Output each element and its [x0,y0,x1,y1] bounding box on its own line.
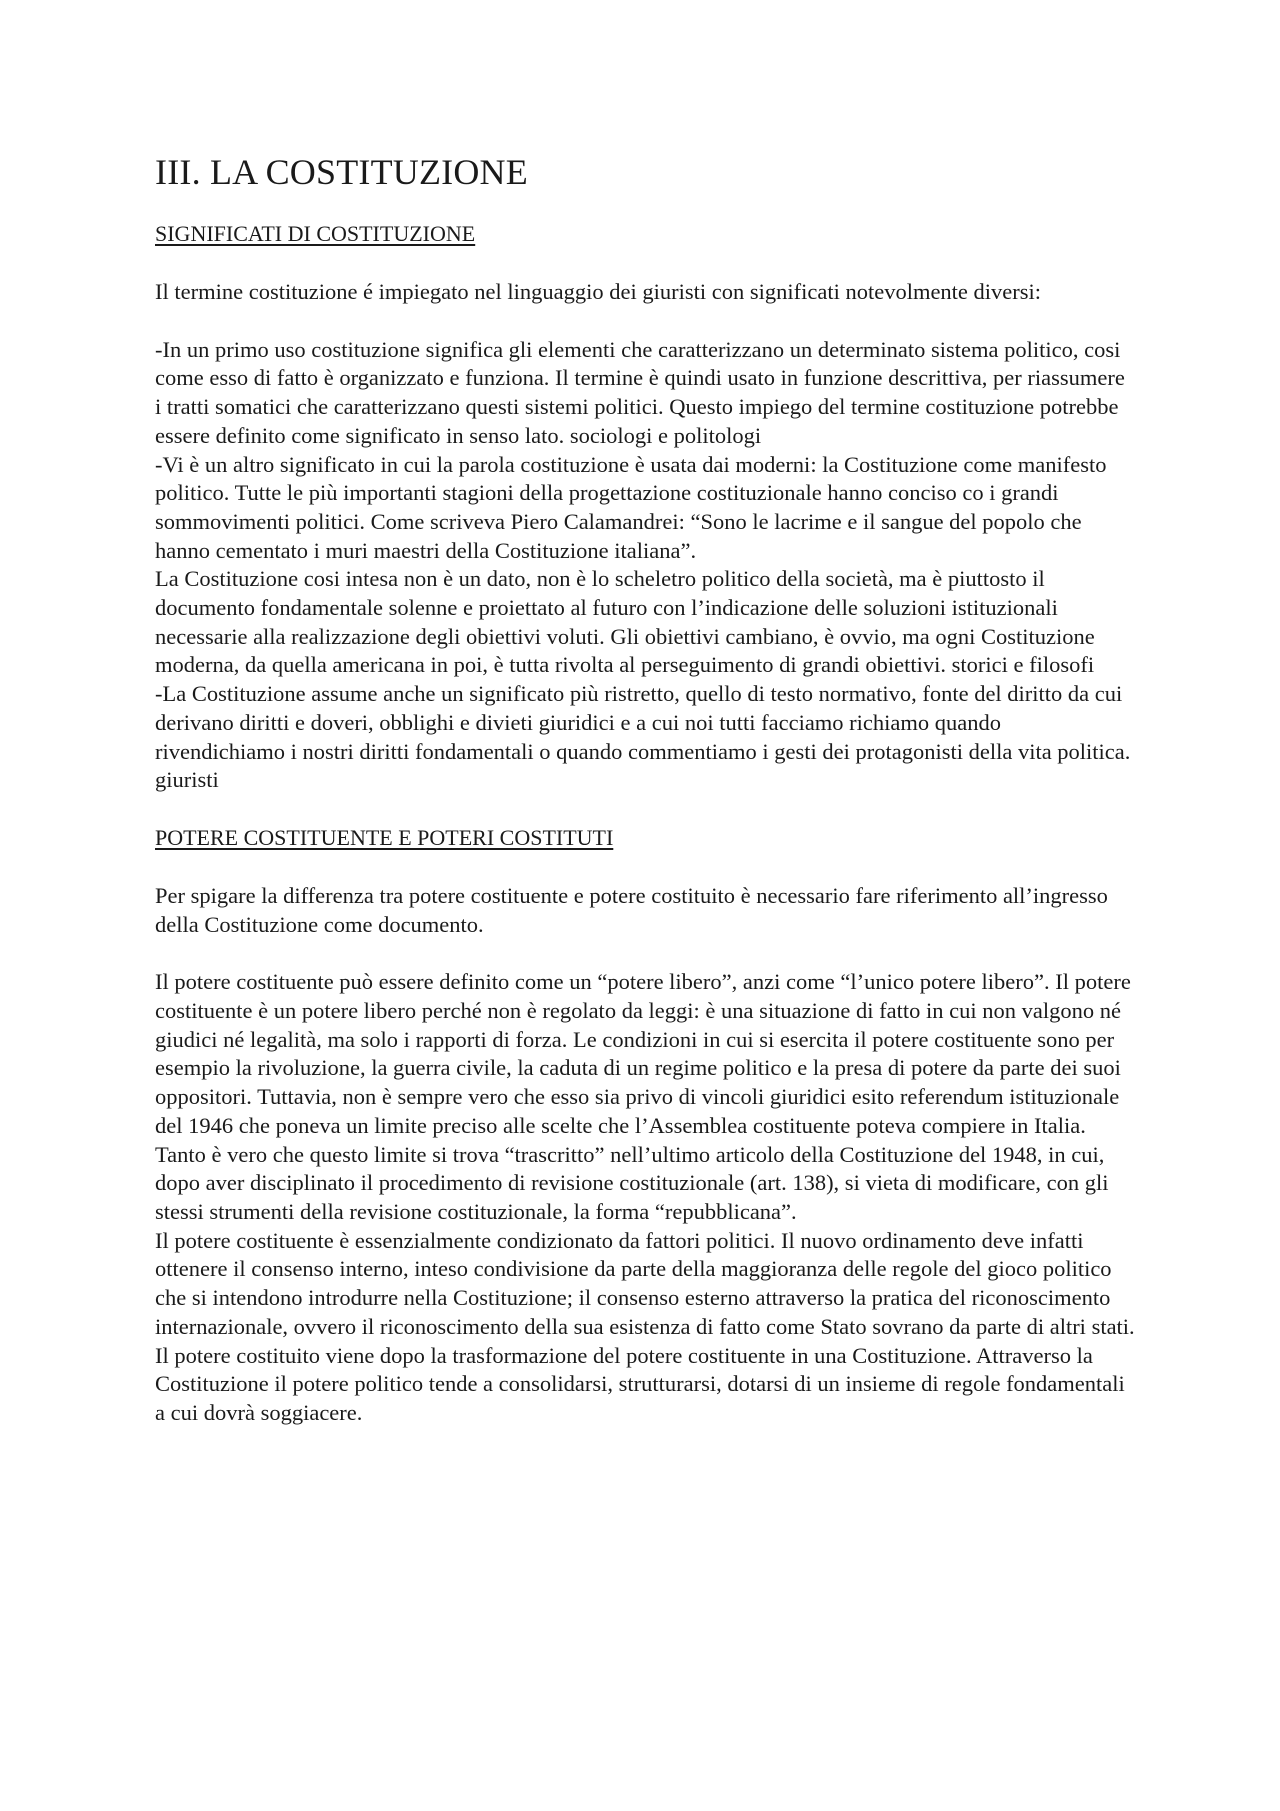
paragraph-potere-costituito: Il potere costituito viene dopo la trasformazione del potere costituente in una Costituzione. Attraverso la Costituzione il potere politico tende a consolidarsi, strutturarsi, dotarsi di un insieme di regole fondamentali a cui dovrà soggiacere. [155,1342,1125,1425]
paragraph-intro: Il termine costituzione é impiegato nel linguaggio dei giuristi con significati notevolmente diversi: [155,279,1042,304]
spacer [155,852,1135,882]
paragraph-costituzione-intesa: La Costituzione cosi intesa non è un dato, non è lo scheletro politico della società, ma è piuttosto il documento fondamentale solenne e proiettato al futuro con l’indicazione delle soluzioni istituzionali necessarie alla realizzazione degli obiettivi voluti. Gli obiettivi cambiano, è ovvio, ma ogni Costituzione moderna, da quella americana in poi, è tutta rivolta al perseguimento di grandi obiettivi. storici e filosofi [155,566,1095,678]
document-title: III. LA COSTITUZIONE [155,152,528,192]
paragraph-senso-lato: -In un primo uso costituzione significa gli elementi che caratterizzano un determinato sistema politico, cosi come esso di fatto è organizzato e funziona. Il termine è quindi usato in funzione descrittiva, per riassumere i tratti somatici che caratterizzano questi sistemi politici. Questo impiego del termine costituzione potrebbe essere definito come significato in senso lato. sociologi e politologi [155,336,1125,448]
section-heading-potere-costituente: POTERE COSTITUENTE E POTERI COSTITUTI [155,824,614,850]
spacer [155,307,1135,336]
paragraph-testo-normativo: -La Costituzione assume anche un significato più ristretto, quello di testo normativo, fonte del diritto da cui derivano diritti e doveri, obblighi e divieti giuridici e a cui noi tutti facciamo richiamo quando rivendichiamo i nostri diritti fondamentali o quando commentiamo i gesti dei protagonisti della vita politica. giuristi [155,681,1131,793]
spacer [155,795,1135,824]
document-body [155,150,1135,1428]
spacer [155,248,1135,278]
paragraph-manifesto-politico: -Vi è un altro significato in cui la parola costituzione è usata dai moderni: la Costituzione come manifesto politico. Tutte le più importanti stagioni della progettazione costituzionale hanno conciso co i grandi sommovimenti politici. Come scriveva Piero Calamandrei: “Sono le lacrime e il sangue del popolo che hanno cementato i muri maestri della Costituzione italiana”. [155,451,1107,563]
paragraph-differenza: Per spigare la differenza tra potere costituente e potere costituito è necessario fare riferimento all’ingresso della Costituzione come documento. [155,882,1108,937]
section-heading-significati: SIGNIFICATI DI COSTITUZIONE [155,221,476,246]
spacer [155,939,1135,968]
paragraph-potere-libero: Il potere costituente può essere definito come un “potere libero”, anzi come “l’unico potere libero”. Il potere costituente è un potere libero perché non è regolato da leggi: è una situazione di fatto in cui non valgono né giudici né legalità, ma solo i rapporti di forza. Le condizioni in cui si esercita il potere costituente sono per esempio la rivoluzione, la guerra civile, la caduta di un regime politico e la presa di potere da parte dei suoi oppositori. Tuttavia, non è sempre vero che esso sia privo di vincoli giuridici esito referendum istituzionale del 1946 che poneva un limite preciso alle scelte che l’Assemblea costituente poteva compiere in Italia. Tanto è vero che questo limite si trova “trascritto” nell’ultimo articolo della Costituzione del 1948, in cui, dopo aver disciplinato il procedimento di revisione costituzionale (art. 138), si vieta di modificare, con gli stessi strumenti della revisione costituzionale, la forma “repubblicana”. [155,969,1131,1224]
paragraph-fattori-politici: Il potere costituente è essenzialmente condizionato da fattori politici. Il nuovo ordinamento deve infatti ottenere il consenso interno, inteso condivisione da parte della maggioranza delle regole del gioco politico che si intendono introdurre nella Costituzione; il consenso esterno attraverso la pratica del riconoscimento internazionale, ovvero il riconoscimento della sua esistenza di fatto come Stato sovrano da parte di altri stati. [155,1227,1135,1339]
